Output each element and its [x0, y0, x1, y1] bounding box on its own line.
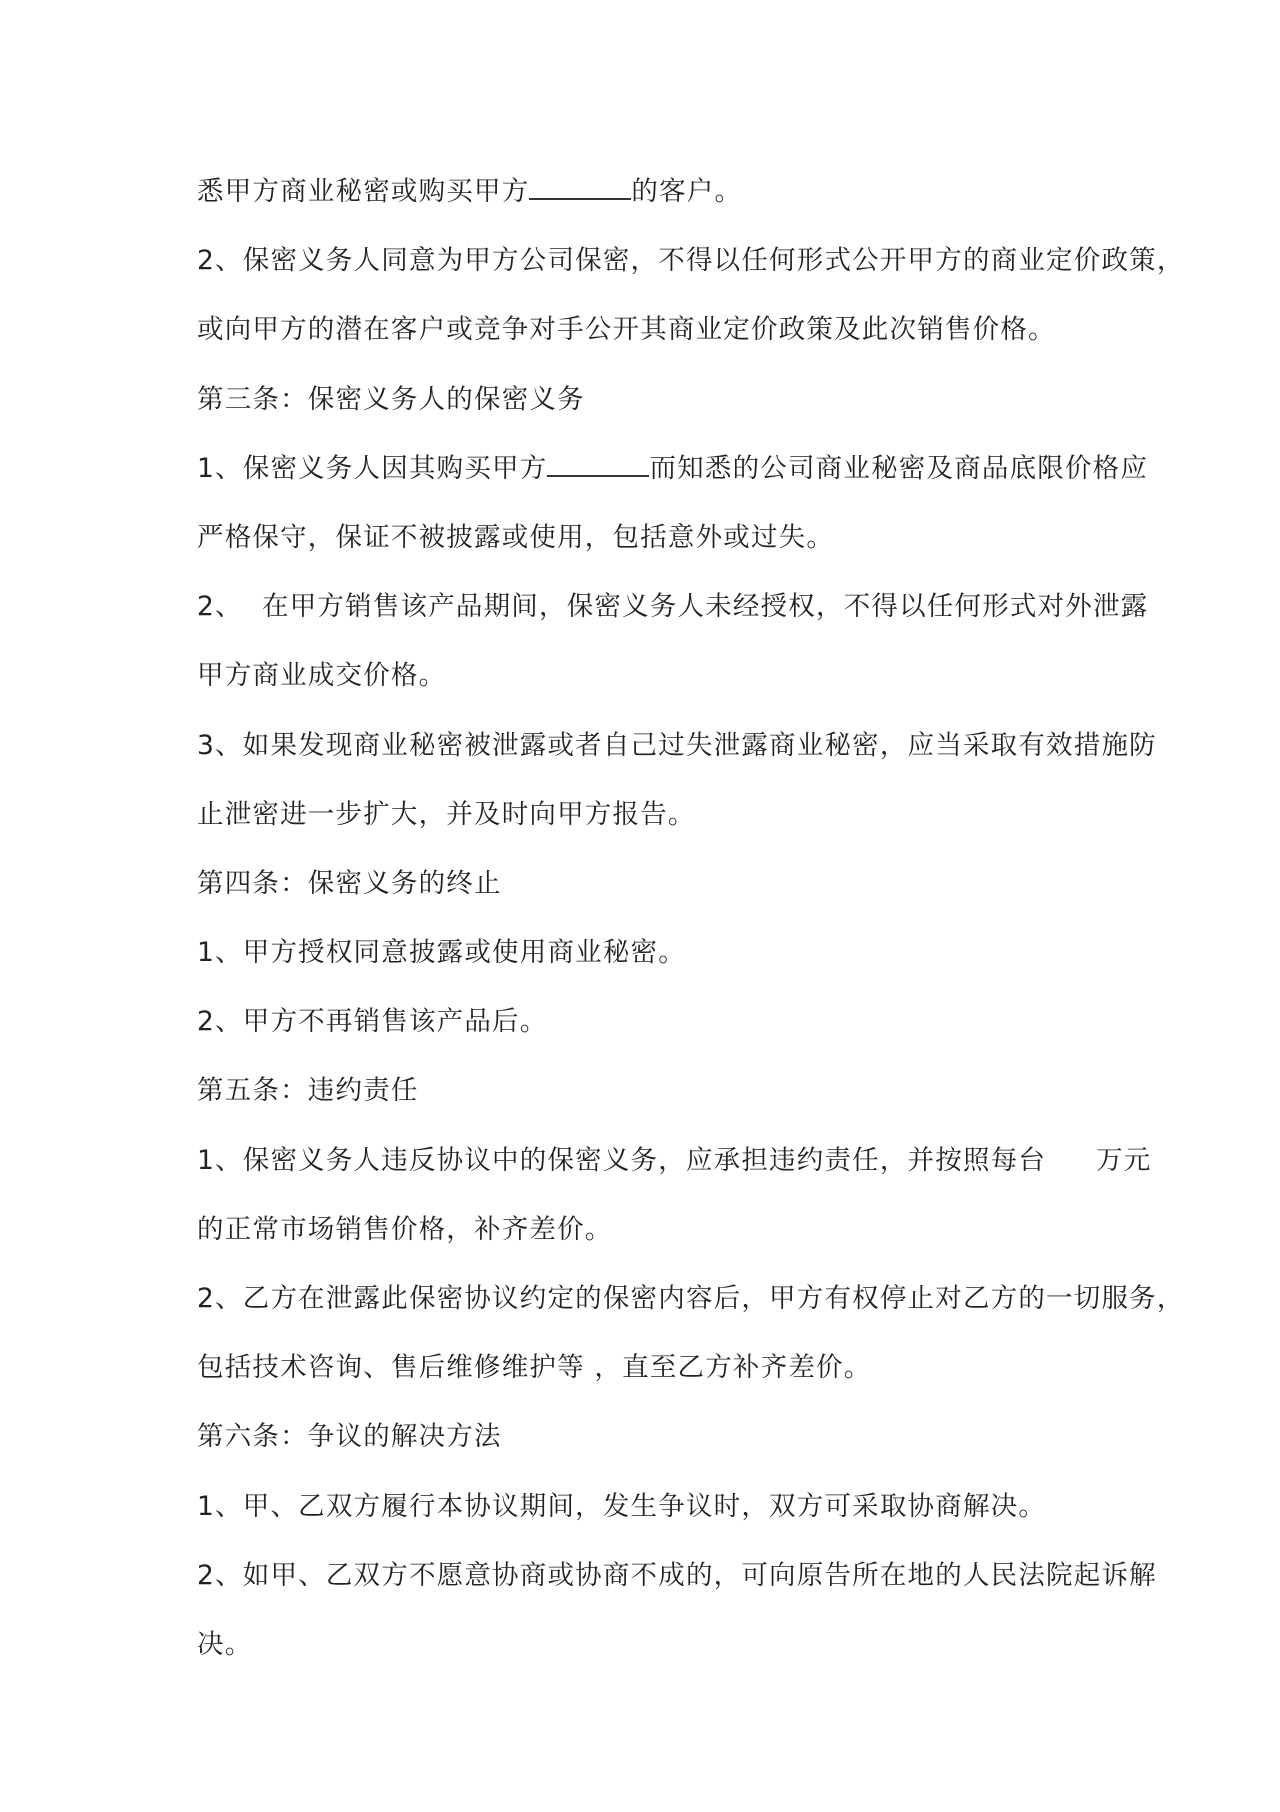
section-heading [197, 862, 1097, 931]
paragraph-line [197, 1346, 1097, 1415]
line-text: 决。 [197, 1628, 253, 1660]
line-text: 的正常市场销售价格，补齐差价。 [197, 1213, 613, 1245]
line-text: 包括技术咨询、售后维修维护等 ，直至乙方补齐差价。 [197, 1352, 872, 1384]
line-text: 2、 在甲方销售该产品期间，保密义务人未经授权，不得以任何形式对外泄露 [197, 591, 1149, 623]
paragraph-line [197, 1554, 1157, 1623]
paragraph-line [197, 931, 1097, 1000]
line-text: 或向甲方的潜在客户或竞争对手公开其商业定价政策及此次销售价格。 [197, 314, 1056, 346]
line-text: 止泄密进一步扩大，并及时向甲方报告。 [197, 798, 696, 830]
paragraph-line [197, 1208, 1097, 1277]
section-heading [197, 1415, 1097, 1484]
paragraph-line [197, 239, 1185, 308]
line-text: 1、保密义务人因其购买甲方 [197, 452, 548, 484]
line-text: 1、保密义务人违反协议中的保密义务，应承担违约责任，并按照每台 [197, 1144, 1047, 1176]
line-text-after-blank: 而知悉的公司商业秘密及商品底限价格应 [649, 452, 1149, 484]
line-text: 1、甲、乙双方履行本协议期间，发生争议时，双方可采取协商解决。 [197, 1490, 1047, 1522]
line-text-after-blank: 的客户。 [631, 176, 743, 207]
line-text: 第五条：违约责任 [197, 1075, 419, 1107]
paragraph-line [197, 1139, 1152, 1208]
paragraph-line [197, 1000, 1097, 1069]
line-text-after-blank: 万元 [1096, 1144, 1152, 1176]
paragraph-line [197, 516, 1097, 585]
line-text: 严格保守，保证不被披露或使用，包括意外或过失。 [197, 521, 835, 553]
paragraph-line [197, 447, 1149, 516]
section-heading [197, 378, 1097, 447]
paragraph-line [197, 654, 1097, 723]
paragraph-line [197, 1485, 1097, 1554]
document-body [197, 170, 1185, 1692]
line-text: 2、保密义务人同意为甲方公司保密，不得以任何形式公开甲方的商业定价政策， [197, 245, 1185, 277]
fill-in-blank [547, 449, 649, 477]
fill-in-blank [529, 172, 631, 200]
line-text: 1、甲方授权同意披露或使用商业秘密。 [197, 937, 686, 969]
paragraph-line [197, 170, 1097, 239]
paragraph-line [197, 1623, 1097, 1692]
paragraph-line [197, 724, 1157, 793]
paragraph-line [197, 585, 1149, 654]
line-text: 第四条：保密义务的终止 [197, 867, 502, 899]
line-text: 2、如甲、乙双方不愿意协商或协商不成的，可向原告所在地的人民法院起诉解 [197, 1559, 1157, 1591]
paragraph-line [197, 308, 1097, 377]
paragraph-line [197, 793, 1097, 862]
paragraph-line [197, 1277, 1185, 1346]
line-text: 3、如果发现商业秘密被泄露或者自己过失泄露商业秘密，应当采取有效措施防 [197, 729, 1157, 761]
line-text: 第六条：争议的解决方法 [197, 1421, 502, 1453]
section-heading [197, 1069, 1097, 1138]
line-text: 2、乙方在泄露此保密协议约定的保密内容后，甲方有权停止对乙方的一切服务， [197, 1283, 1185, 1314]
line-text: 2、甲方不再销售该产品后。 [197, 1006, 548, 1038]
line-text: 悉甲方商业秘密或购买甲方 [197, 176, 530, 207]
line-text: 甲方商业成交价格。 [197, 660, 447, 692]
line-text: 第三条：保密义务人的保密义务 [197, 383, 585, 415]
